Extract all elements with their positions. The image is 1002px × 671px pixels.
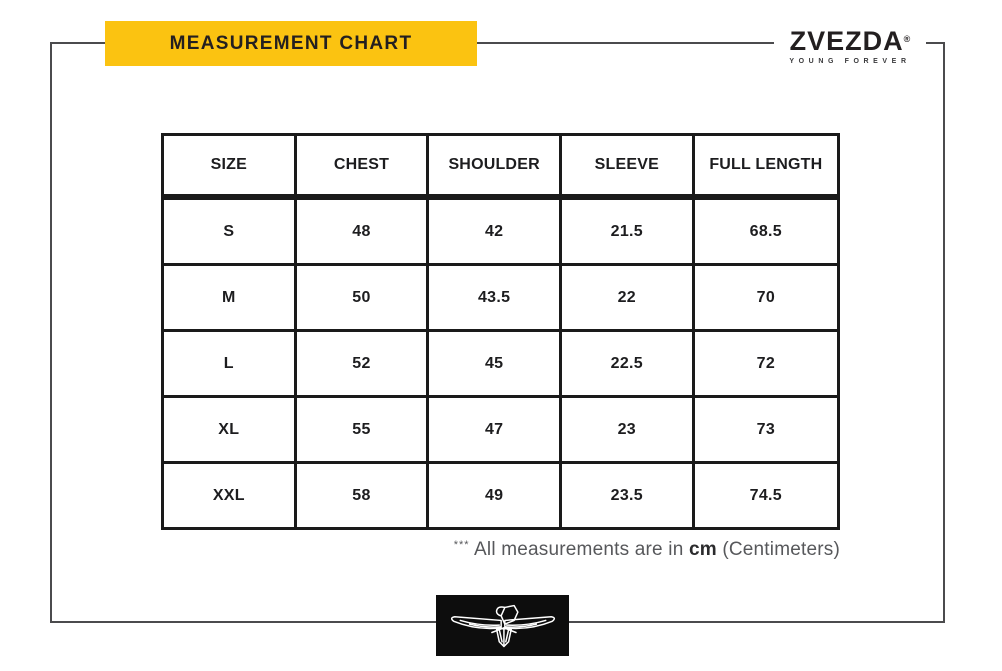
column-header: CHEST [295, 135, 428, 198]
table-cell: 48 [295, 197, 428, 265]
table-cell: 72 [693, 331, 838, 397]
table-cell: 47 [428, 397, 561, 463]
table-cell: M [163, 265, 296, 331]
table-body [163, 197, 839, 529]
table-cell: 23.5 [560, 463, 693, 529]
table-row [163, 265, 839, 331]
table-cell: 42 [428, 197, 561, 265]
table-cell: XXL [163, 463, 296, 529]
table-cell: 21.5 [560, 197, 693, 265]
measurement-units-footnote [454, 539, 840, 561]
size-measurement-table [161, 133, 840, 530]
table-cell: 73 [693, 397, 838, 463]
table-row [163, 397, 839, 463]
brand-logo-box [436, 595, 569, 656]
table-row [163, 463, 839, 529]
table-cell: L [163, 331, 296, 397]
table-cell: 68.5 [693, 197, 838, 265]
table-cell: S [163, 197, 296, 265]
table-cell: 43.5 [428, 265, 561, 331]
brand-logo [774, 24, 926, 68]
table-cell: 52 [295, 331, 428, 397]
table-cell: 55 [295, 397, 428, 463]
column-header: SIZE [163, 135, 296, 198]
table-row [163, 331, 839, 397]
registered-trademark-symbol: ® [903, 33, 911, 44]
eagle-icon [447, 600, 559, 652]
table-cell: 50 [295, 265, 428, 331]
table-header-row [163, 135, 839, 198]
brand-wordmark [789, 25, 911, 56]
table-row [163, 197, 839, 265]
table-cell: 45 [428, 331, 561, 397]
column-header: FULL LENGTH [693, 135, 838, 198]
table-cell: 22 [560, 265, 693, 331]
table-cell: 58 [295, 463, 428, 529]
footnote-unit: cm [688, 539, 717, 560]
footnote-asterisks: *** [453, 539, 470, 551]
column-header: SLEEVE [560, 135, 693, 198]
table-cell: XL [163, 397, 296, 463]
title-badge [105, 21, 477, 66]
column-header: SHOULDER [428, 135, 561, 198]
table-cell: 70 [693, 265, 838, 331]
footnote-text: All measurements are in [469, 539, 689, 560]
table-cell: 49 [428, 463, 561, 529]
table-cell: 74.5 [693, 463, 838, 529]
footnote-suffix: (Centimeters) [716, 539, 840, 560]
page-title: MEASUREMENT CHART [169, 32, 413, 54]
brand-tagline: YOUNG FOREVER [789, 57, 911, 65]
table-cell: 23 [560, 397, 693, 463]
table-cell: 22.5 [560, 331, 693, 397]
brand-name-text: ZVEZDA [789, 25, 904, 56]
